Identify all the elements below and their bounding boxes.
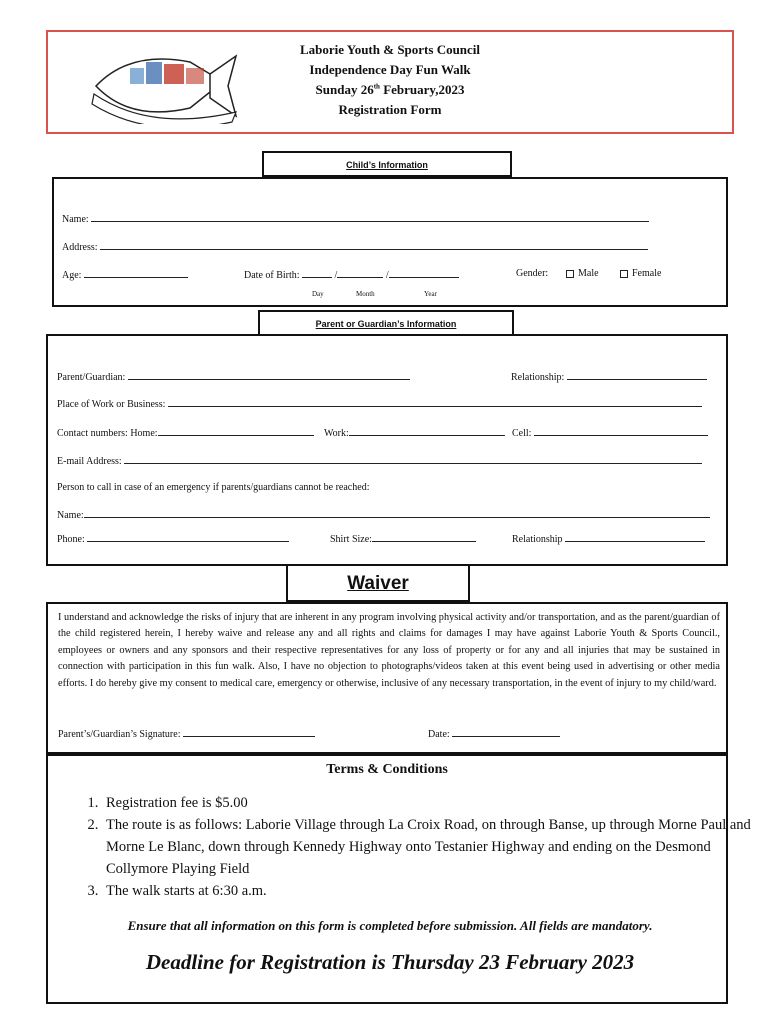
checkbox-icon [620, 270, 628, 278]
contact-cell-field[interactable]: Cell: [512, 426, 708, 439]
form-header [46, 30, 734, 134]
child-address-field[interactable]: Address: [62, 240, 648, 253]
deadline-notice: Deadline for Registration is Thursday 23 February 2023 [145, 950, 635, 974]
guardian-info-tab: Parent or Guardian’s Information [258, 310, 514, 336]
shirt-size-field[interactable]: Shirt Size: [330, 532, 476, 545]
terms-item: 3. The walk starts at 6:30 a.m. [102, 880, 758, 902]
checkbox-icon [566, 270, 574, 278]
council-name: Laborie Youth & Sports Council [299, 42, 481, 57]
form-title: Registration Form [338, 102, 442, 117]
emergency-contact-label: Person to call in case of an emergency if parents/guardians cannot be reached: [57, 482, 370, 493]
child-info-tab: Child’s Information [262, 151, 512, 177]
gender-male-checkbox[interactable]: Male [566, 268, 599, 279]
dob-year-caption: Year [424, 290, 437, 298]
gender-female-checkbox[interactable]: Female [620, 268, 661, 279]
child-name-field[interactable]: Name: [62, 212, 649, 225]
dob-field[interactable]: Date of Birth: / / [244, 268, 459, 281]
waiver-date-field[interactable]: Date: [428, 727, 560, 740]
contact-home-field[interactable]: Contact numbers: Home: [57, 426, 314, 439]
terms-item: 1. Registration fee is $5.00 [102, 792, 758, 814]
waiver-text: I understand and acknowledge the risks of injury that are inherent in any program involving physical activity and/or transportation, and as the parent/guardian of the child registered herein, I hereby waive and release any and all rights and claims for damages I may have against Laborie Youth & Sports Council., employees or owners and any sponsors and their respective representatives for any loss of property or for any and all injuries that may be sustained in connection with participation in this fun walk. Also, I have no objection to photographs/videos taken at this event being used in advertising or other media efforts. I do hereby give my consent to medical care, emergency or otherwise, inclusive of any necessary transportation, in the event of injury to my child/ward. [58, 612, 720, 689]
waiver-tab: Waiver [286, 564, 470, 602]
emergency-name-field[interactable]: Name: [57, 508, 710, 521]
workplace-field[interactable]: Place of Work or Business: [57, 397, 702, 410]
terms-list [64, 792, 758, 902]
event-name: Independence Day Fun Walk [309, 62, 471, 77]
emergency-phone-field[interactable]: Phone: [57, 532, 289, 545]
parent-guardian-field[interactable]: Parent/Guardian: [57, 370, 410, 383]
gender-label: Gender: [516, 268, 549, 279]
signature-field[interactable]: Parent’s/Guardian’s Signature: [58, 727, 315, 740]
completion-notice: Ensure that all information on this form is completed before submission. All fields are mandatory. [127, 918, 653, 933]
contact-work-field[interactable]: Work: [324, 426, 505, 439]
terms-title: Terms & Conditions [326, 762, 448, 777]
dob-day-caption: Day [312, 290, 324, 298]
child-age-field[interactable]: Age: [62, 268, 188, 281]
dob-month-caption: Month [356, 290, 375, 298]
terms-item: 2. The route is as follows: Laborie Village through La Croix Road, on through Banse, up through Morne Paul and Morne Le Blanc, down through Kennedy Highway onto Testanier Highway and ending on the Desmond Collymore Playing Field [102, 814, 758, 880]
email-field[interactable]: E-mail Address: [57, 454, 702, 467]
emergency-relationship-field[interactable]: Relationship [512, 532, 705, 545]
relationship-field[interactable]: Relationship: [511, 370, 707, 383]
event-date: Sunday 26th February,2023 [315, 82, 465, 97]
